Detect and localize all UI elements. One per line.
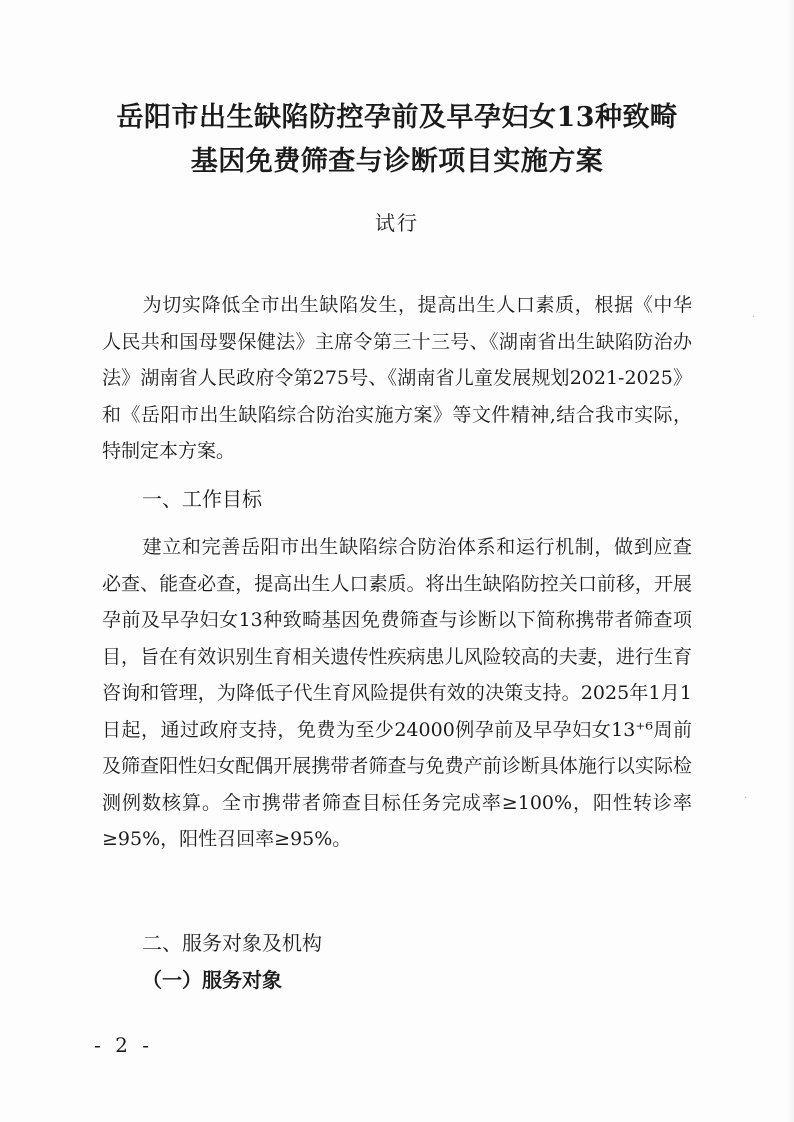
- section1-heading: 一、工作目标: [142, 487, 262, 511]
- intro-paragraph: [102, 287, 692, 470]
- document-title-line1: 岳阳市出生缺陷防控孕前及早孕妇女13种致畸: [116, 102, 678, 133]
- document-subtitle: 试行: [375, 211, 419, 235]
- document-title-line2: 基因免费筛查与诊断项目实施方案: [190, 146, 604, 177]
- section1-paragraph: [102, 529, 692, 858]
- section2-subheading: （一）服务对象: [142, 968, 282, 992]
- section1-paragraph-text: 建立和完善岳阳市出生缺陷综合防治体系和运行机制，做到应查必查、能查必查，提高出生人口素质。将出生缺陷防控关口前移，开展孕前及早孕妇女13种致畸基因免费筛查与诊断以下简称携带者筛查项目，旨在有效识别生育相关遗传性疾病患儿风险较高的夫妻，进行生育咨询和管理，为降低子代生育风险提供有效的决策支持。2025年1月1日起，通过政府支持，免费为至少24000例孕前及早孕妇女13⁺⁶周前及筛查阳性妇女配偶开展携带者筛查与免费产前诊断具体施行以实际检测例数核算。全市携带者筛查目标任务完成率≥100%，阳性转诊率≥95%，阳性召回率≥95%。: [102, 536, 692, 850]
- scan-speck: ·: [752, 312, 756, 323]
- page-number: - 2 -: [94, 1033, 153, 1057]
- scan-speck: ·: [744, 793, 748, 804]
- intro-paragraph-text: 为切实降低全市出生缺陷发生，提高出生人口素质，根据《中华人民共和国母婴保健法》主席令第三十三号、《湖南省出生缺陷防治办法》湖南省人民政府令第275号、《湖南省儿童发展规划2021-2025》和《岳阳市出生缺陷综合防治实施方案》等文件精神,结合我市实际，特制定本方案。: [102, 294, 692, 462]
- scan-edge-shadow: [788, 0, 794, 1122]
- section2-heading: 二、服务对象及机构: [142, 931, 322, 955]
